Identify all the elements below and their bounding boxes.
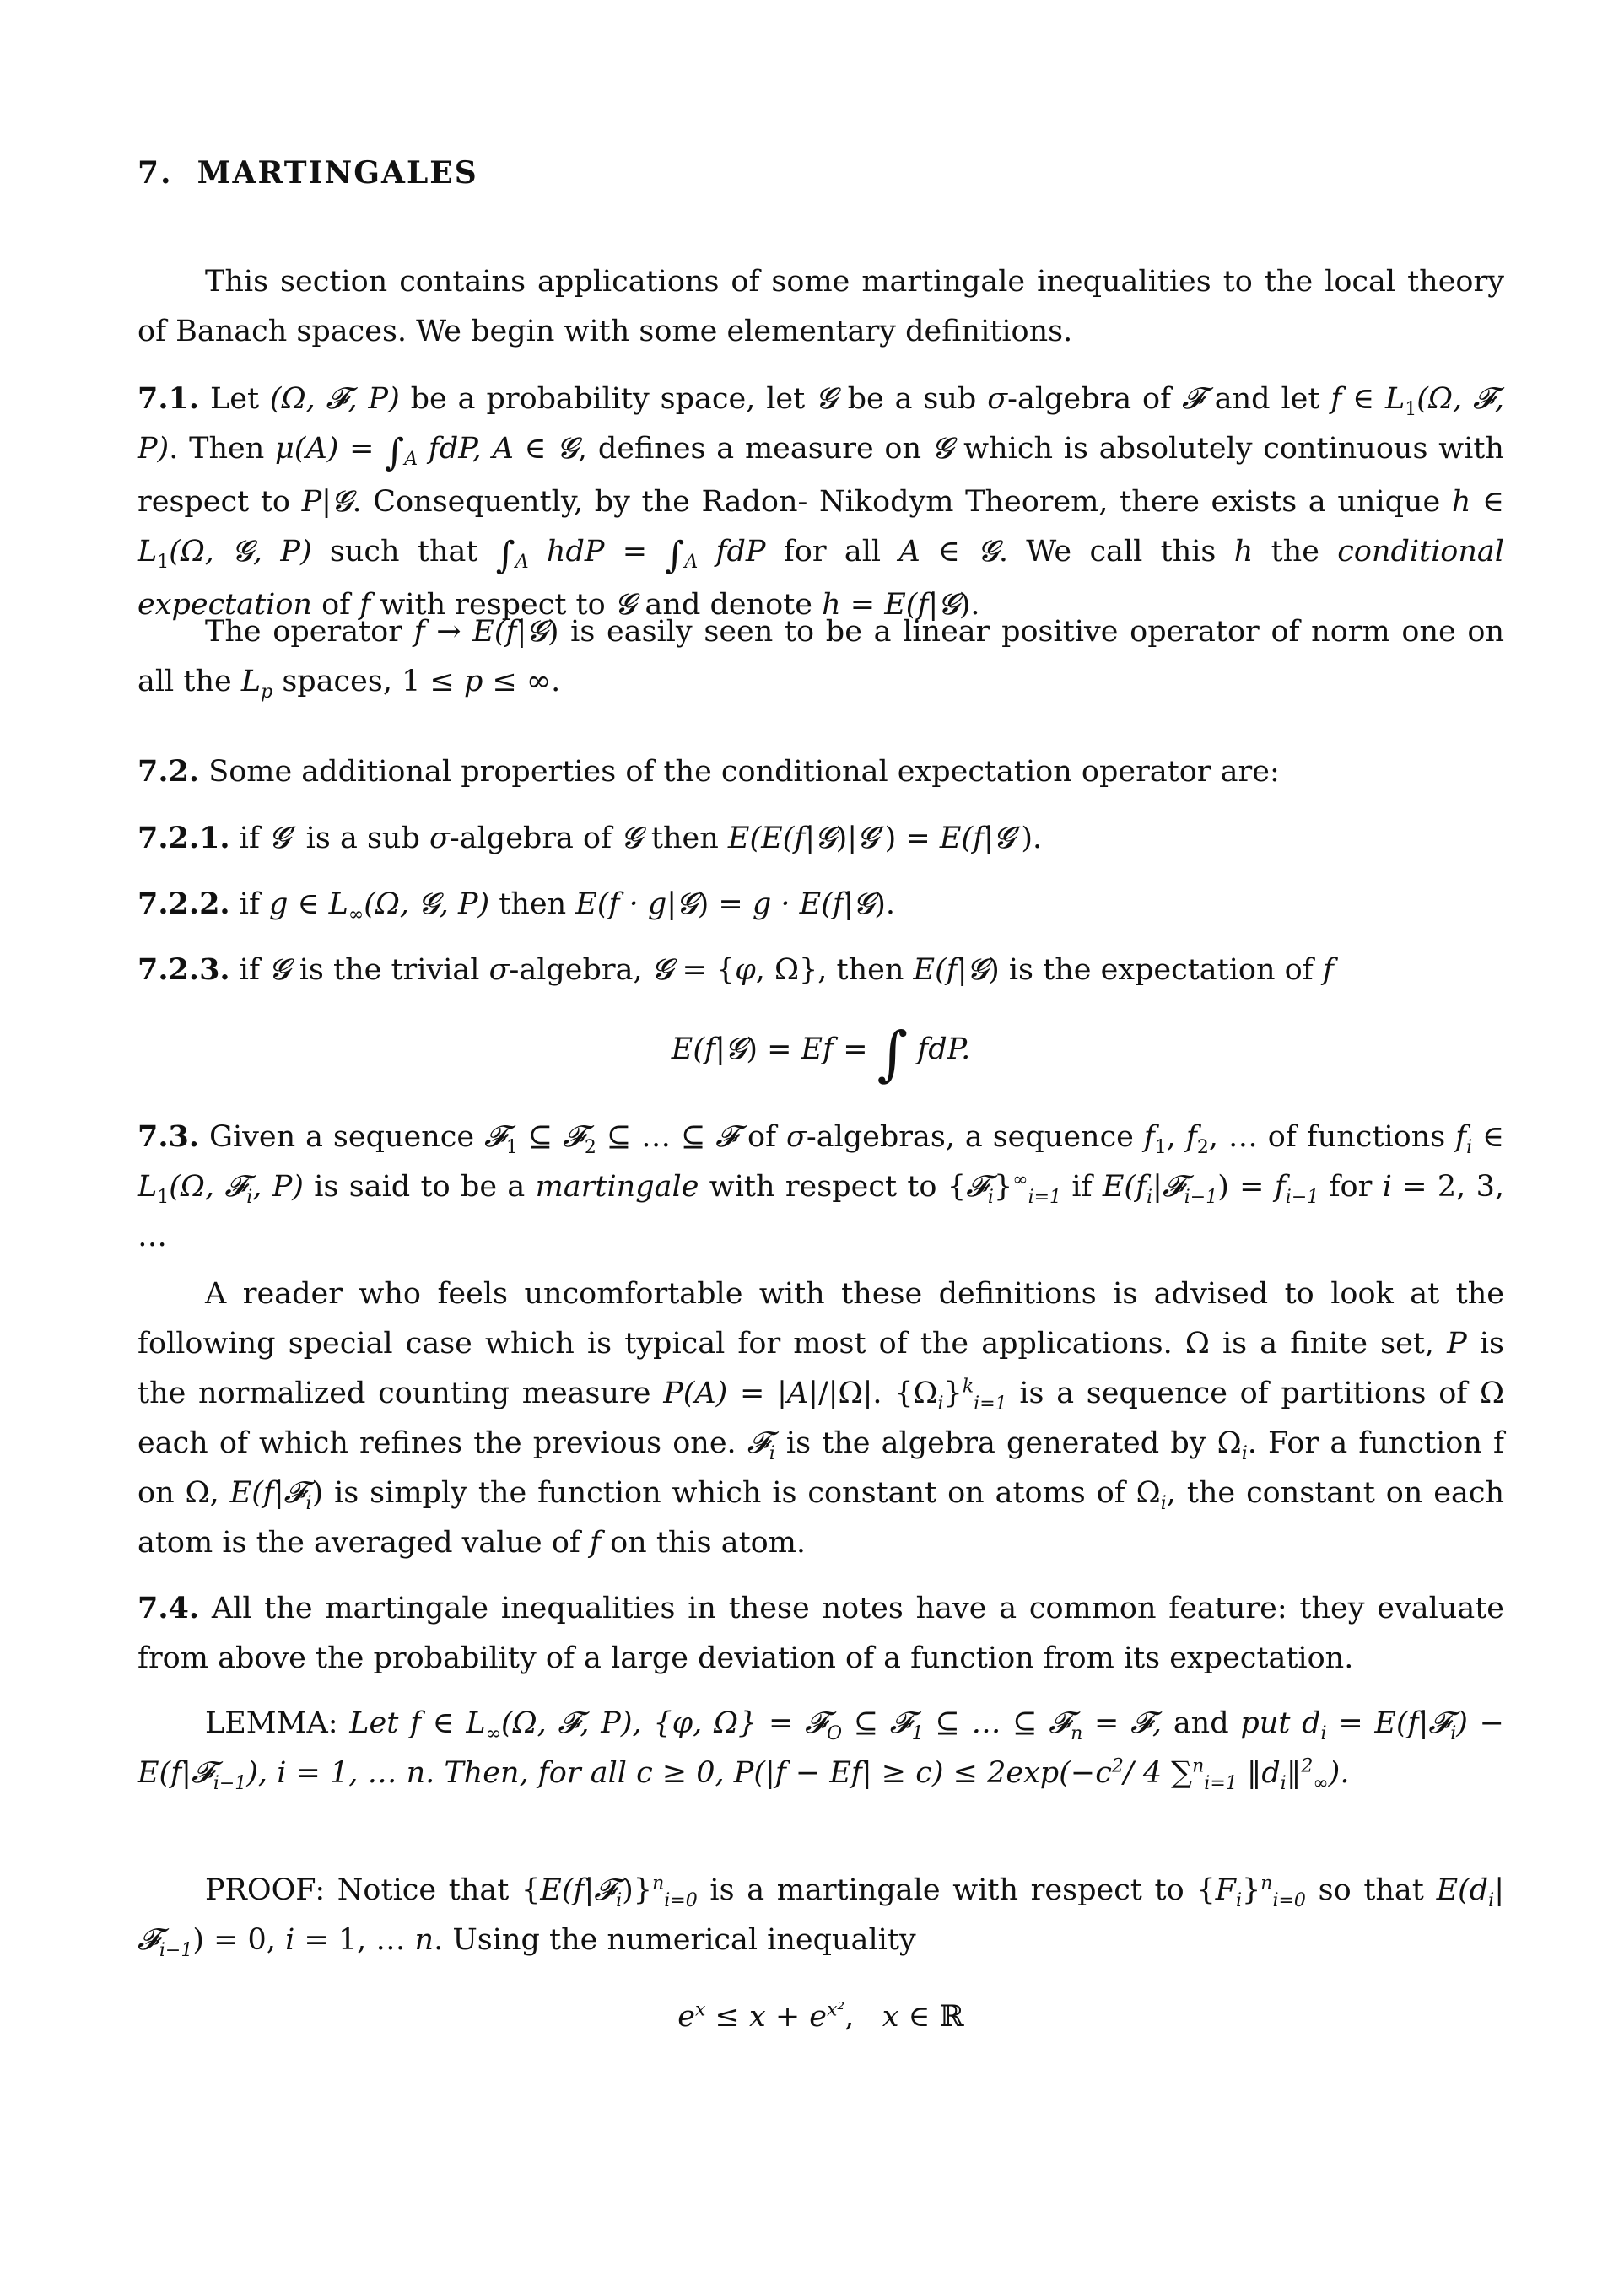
term-martingale: martingale: [535, 1170, 699, 1204]
paragraph-7-2: 7.2. Some additional properties of the conditional expectation operator are:: [138, 754, 1280, 789]
section-number: 7.: [138, 155, 173, 191]
paragraph-reader: A reader who feels uncomfortable with these definitions is advised to look at the following special case which is typical for most of the applications. Ω is a finite set, P is the normalized counting measure P(A) = |A|/|Ω|. $\{\Omega_i\}^k_{i=1}$ is a sequence of partitions of Ω each of which refines the previous one. 𝓕$_i$ is the algebra generated by $\Omega_i$. For a function f on Ω, E(f|𝓕$_i$) is simply the function which is constant on atoms of $\Omega_i$, the constant on each atom is the averaged value of f on this atom.: [138, 1277, 1504, 1560]
property-7-2-3: 7.2.3. if 𝓖 is the trivial σ-algebra, 𝓖 = {φ, Ω}, then E(f|𝓖) is the expectation of f: [138, 952, 1334, 987]
proof: PROOF: Notice that {E(f|𝓕$_i$)}$^n_{i=0}$ is a martingale with respect to $\{F_i\}^n_{i=0}$ so that $E(d_i|𝓕_{i-1}) = 0$, i = 1, … n. Using the numerical inequality: [138, 1873, 1505, 1961]
proof-label: PROOF:: [205, 1873, 326, 1907]
section-heading: [138, 148, 478, 198]
term-conditional-expectation: conditional expectation: [138, 535, 1504, 622]
intro-paragraph: This section contains applications of some martingale inequalities to the local theory of Banach spaces. We begin with some elementary definitions.: [138, 265, 1504, 348]
paragraph-7-3: 7.3. Given a sequence 𝓕$_1$ ⊆ 𝓕$_2$ ⊆ … ⊆ 𝓕 of σ-algebras, a sequence $f_1$, $f_2$, … of functions $f_i$ ∈ $L_1(\Omega$, 𝓕$_i$, P) is said to be a martingale with respect to $\{𝓕_i\}^\infty_{i=1}$ if $E(f_i|𝓕_{i-1}) = f_{i-1}$ for i = 2, 3, …: [138, 1119, 1505, 1253]
equation-numerical-inequality: $e^x \le x + e^{x^2}$, x ∈ ℝ: [677, 1999, 964, 2034]
paragraph-7-4: 7.4. All the martingale inequalities in these notes have a common feature: they evaluate from above the probability of a large deviation of a function from its expectation.: [138, 1591, 1504, 1675]
section-title: MARTINGALES: [197, 155, 478, 191]
lemma: LEMMA: Let f ∈ $L_\infty(\Omega$, 𝓕, P), {φ, Ω} = 𝓕$_O$ ⊆ 𝓕$_1$ ⊆ … ⊆ 𝓕$_n$ = 𝓕, and put $d_i$ = E(f|𝓕$_i$) − E(f|𝓕$_{i-1}$), i = 1, … n. Then, for all c ≥ 0, $P(|f - Ef| \ge c) \le 2\exp(-c^2/$ 4 ∑$^n_{i=1}$ $‖d_i‖^2_\infty$).: [138, 1706, 1504, 1794]
lemma-label: LEMMA:: [205, 1706, 338, 1740]
paragraph-number: 7.1.: [138, 381, 200, 416]
property-7-2-1: 7.2.1. if 𝓖′ is a sub σ-algebra of 𝓖 then E(E(f|𝓖)|𝓖′) = E(f|𝓖′).: [138, 821, 1043, 855]
paragraph-7-1: 7.1. Let (Ω, 𝓕, P) be a probability space, let 𝓖 be a sub σ-algebra of 𝓕 and let f ∈ $L_1(\Omega$, 𝓕, P). Then $\mu(A) = \int_A$ fdP, A ∈ 𝓖, defines a measure on 𝓖 which is absolutely continuous with respect to P|𝓖. Consequently, by the Radon- Nikodym Theorem, there exists a unique h ∈ $L_1(\Omega$, 𝓖, P) such that $\int_A$ hdP = $\int_A$ fdP for all A ∈ 𝓖. We call this h the conditional expectation of f with respect to 𝓖 and denote h = E(f|𝓖).: [138, 381, 1504, 622]
paragraph-operator: The operator f → E(f|𝓖) is easily seen to be a linear positive operator of norm one on all the $L_p$ spaces, 1 ≤ p ≤ ∞.: [138, 615, 1504, 703]
equation-expectation: E(f|𝓖) = Ef = ∫ fdP.: [671, 1019, 971, 1088]
property-7-2-2: 7.2.2. if g ∈ $L_\infty(\Omega$, 𝓖, P) then E(f · g|𝓖) = g · E(f|𝓖).: [138, 887, 895, 925]
